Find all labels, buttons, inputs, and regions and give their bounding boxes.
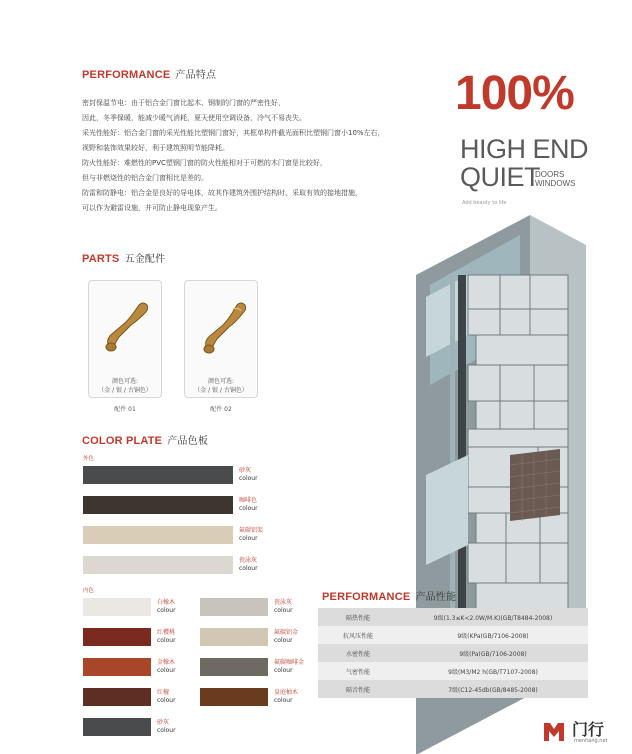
color-swatch-label <box>274 689 298 705</box>
color-name-en: colour <box>239 475 258 482</box>
table-row <box>318 644 588 662</box>
perf-value: 9级(KPa(GB/7106-2008) <box>398 626 588 644</box>
color-swatch-label <box>157 629 176 645</box>
performance-line: 视野和装饰效果较好，利于建筑照明节能降耗。 <box>82 144 229 152</box>
perf-value: 7级(C12-45db(GB/8485-2008) <box>398 680 588 698</box>
part-card-02 <box>184 280 258 398</box>
color-swatch <box>83 496 233 514</box>
color-swatch <box>83 658 151 676</box>
color-name: 砂灰 <box>157 719 170 726</box>
parts-heading-en: PARTS <box>82 253 120 265</box>
color-swatch <box>200 628 268 646</box>
color-name: 红檀 <box>157 689 170 696</box>
color-swatch <box>83 598 151 616</box>
performance-heading-cn: 产品特点 <box>175 70 217 81</box>
color-swatch <box>200 688 268 706</box>
color-swatch-label <box>157 689 176 705</box>
table-row <box>318 662 588 680</box>
color-swatch-label <box>274 629 298 645</box>
color-swatch-label <box>157 659 176 675</box>
color-swatch-label <box>239 467 258 483</box>
color-name: 皇庭柚木 <box>274 689 299 696</box>
perf-key: 隔音性能 <box>318 680 398 698</box>
performance-heading <box>82 66 216 81</box>
door-handle-icon <box>193 295 251 357</box>
color-swatch-label <box>274 659 304 675</box>
part-note-1: 颜色可选: <box>207 378 235 385</box>
parts-heading-cn: 五金配件 <box>124 254 166 265</box>
color-name-en: colour <box>274 607 293 614</box>
color-name-en: colour <box>239 535 258 542</box>
hero-percent: 100% <box>455 67 574 120</box>
performance-line: 可以作为避雷设施，并可防止静电现象产生。 <box>82 204 222 212</box>
perf-value: 9级(1.3≤K<2.0W/M.K)(GB/T8484-2008) <box>398 608 588 626</box>
color-swatch-label <box>239 527 263 543</box>
menhang-logo-icon <box>542 719 566 743</box>
part-card-01 <box>88 280 162 398</box>
hero-windows: WINDOWS <box>535 179 576 188</box>
color-name: 红樱桃 <box>157 629 176 636</box>
hero-doors: DOORS <box>535 170 565 179</box>
color-name-en: colour <box>274 697 293 704</box>
color-swatch-label <box>157 599 176 615</box>
hero-doors-windows <box>535 170 575 188</box>
part-caption-01: 配件 01 <box>114 406 136 413</box>
performance-table-heading <box>322 588 456 603</box>
menhang-logo[interactable] <box>542 717 622 747</box>
logo-text-cn: 门行 <box>572 720 605 739</box>
color-swatch <box>83 718 151 736</box>
color-name: 氟碳咖啡金 <box>274 659 305 666</box>
hero-line-quiet: QUIET <box>460 162 541 192</box>
performance-line: 但与非燃烧性的铝合金门窗相比是差的。 <box>82 174 208 182</box>
outer-color-label: 外色 <box>83 456 95 462</box>
part-note-2: （金 / 银 / 古铜色） <box>194 387 248 394</box>
door-handle-icon <box>97 295 155 357</box>
color-name: 白橡木 <box>157 599 176 606</box>
performance-line: 防火性能好：难燃性的PVC塑钢门窗的防火性能相对于可燃的木门窗是比较好， <box>82 159 327 167</box>
performance-table-heading-en: PERFORMANCE <box>322 591 411 603</box>
part-note-2: （金 / 银 / 古铜色） <box>98 387 152 394</box>
part-note-1: 颜色可选: <box>111 378 139 385</box>
color-plate-heading-en: COLOR PLATE <box>82 435 163 447</box>
part-caption-02: 配件 02 <box>210 406 232 413</box>
perf-value: 9级(Pa(GB/7106-2008) <box>398 644 588 662</box>
color-swatch <box>83 526 233 544</box>
performance-description <box>82 96 412 216</box>
color-swatch <box>83 688 151 706</box>
table-row <box>318 680 588 698</box>
color-swatch-label <box>274 599 293 615</box>
color-name-en: colour <box>157 697 176 704</box>
parts-heading <box>82 250 165 265</box>
inner-color-label: 内色 <box>83 588 95 594</box>
color-name: 瓷泳灰 <box>274 599 293 606</box>
color-swatch <box>200 598 268 616</box>
color-swatch-label <box>239 497 258 513</box>
color-swatch-label <box>239 557 258 573</box>
color-name: 瓷泳灰 <box>239 557 258 564</box>
color-name-en: colour <box>239 505 258 512</box>
color-name-en: colour <box>157 637 176 644</box>
color-name: 氟碳铝金 <box>274 629 299 636</box>
performance-line: 密封保温节电：由于铝合金门窗比起木、钢制的门窗的严密性好， <box>82 99 285 107</box>
color-name: 砂灰 <box>239 467 252 474</box>
color-swatch <box>200 658 268 676</box>
performance-line: 采光性能好：铝合金门窗的采光性能比塑钢门窗好，其框单构件截光面积比塑钢门窗小10%左右， <box>82 129 385 137</box>
color-name: 氟碳铝渠 <box>239 527 264 534</box>
perf-key: 抗风压性能 <box>318 626 398 644</box>
color-name-en: colour <box>157 667 176 674</box>
hero-line-high-end: HIGH END <box>460 134 589 164</box>
color-name-en: colour <box>274 667 293 674</box>
color-name-en: colour <box>274 637 293 644</box>
perf-key: 隔热性能 <box>318 608 398 626</box>
performance-heading-en: PERFORMANCE <box>82 69 171 81</box>
logo-text-en: menhang.net <box>574 738 608 744</box>
color-name: 金橡木 <box>157 659 176 666</box>
color-name-en: colour <box>157 607 176 614</box>
color-swatch-label <box>157 719 176 735</box>
color-name-en: colour <box>157 727 176 734</box>
performance-table <box>318 608 588 698</box>
performance-line: 因此，冬季保暖，能减少暖气消耗，夏天使用空调设备，冷气不易丧失。 <box>82 114 306 122</box>
color-swatch <box>83 556 233 574</box>
color-swatch <box>83 466 233 484</box>
color-name-en: colour <box>239 565 258 572</box>
performance-table-heading-cn: 产品性能 <box>415 592 457 603</box>
color-swatch <box>83 628 151 646</box>
table-row <box>318 608 588 626</box>
performance-line: 防雷和防静电：铝合金是良好的导电体，故其作建筑外围护结构时，采取有效的接地措施， <box>82 189 362 197</box>
color-plate-heading <box>82 432 208 447</box>
color-plate-heading-cn: 产品色板 <box>167 436 209 447</box>
table-row <box>318 626 588 644</box>
hero-tagline: Add beauty to life <box>462 200 507 206</box>
color-name: 咖啡色 <box>239 497 258 504</box>
perf-key: 气密性能 <box>318 662 398 680</box>
perf-value: 9级(M3/M2 h(GB/T7107-2008) <box>398 662 588 680</box>
perf-key: 水密性能 <box>318 644 398 662</box>
